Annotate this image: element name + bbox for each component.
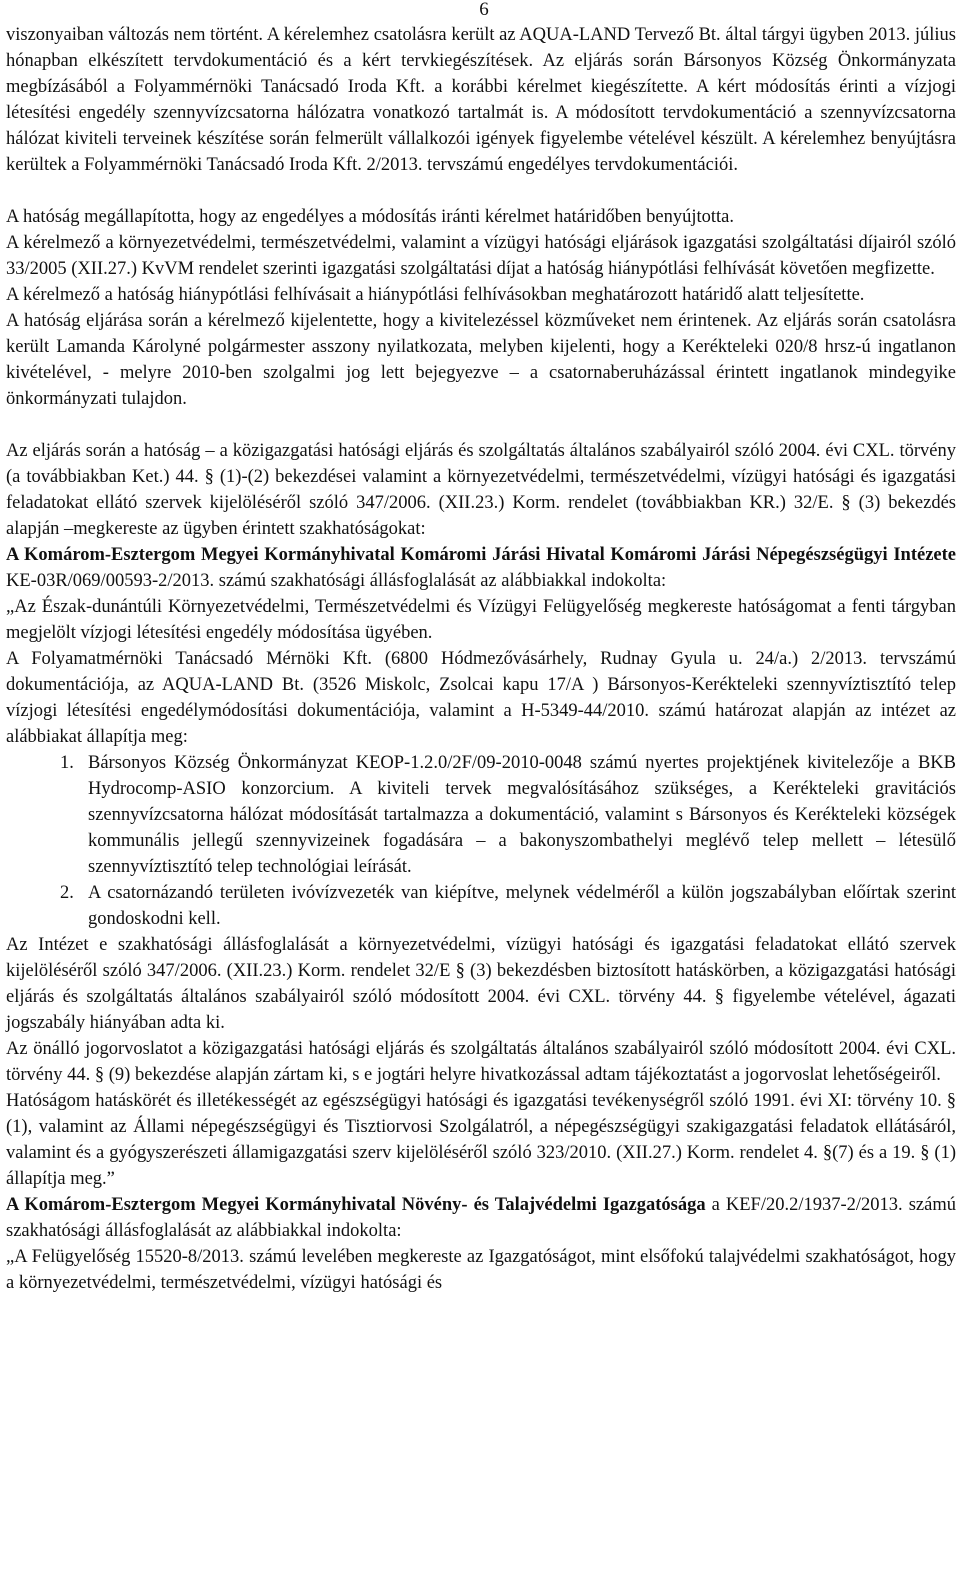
paragraph-fee-paid: A kérelmező a környezetvédelmi, természetvédelmi, valamint a vízügyi hatósági eljárások igazgatási szolgáltatási díjairól szóló 33/2005 (XII.27.) KvVM rendelet szerinti igazgatási szolgáltatási díjat a hatóság hiánypótlási felhívását követően megfizette.: [6, 233, 956, 279]
paragraph-legal-remedy: Az önálló jogorvoslatot a közigazgatási hatósági eljárás és szolgáltatás általános szabályairól szóló módosított 2004. évi CXL. törvény 44. § (9) bekezdése alapján zártam ki, s e jogtári helyre hivatkozással adtam tájékoztatást a jogorvoslat lehetőségeiről.: [6, 1039, 956, 1085]
document-page: [6, 0, 956, 1296]
authority-name-health: A Komárom-Esztergom Megyei Kormányhivatal Komáromi Járási Hivatal Komáromi Járási Népegészségügyi Intézete: [6, 545, 956, 565]
paragraph-public-health-institute: [6, 542, 956, 594]
paragraph-authority-consulted: Az eljárás során a hatóság – a közigazgatási hatósági eljárás és szolgáltatás általános szabályairól szóló 2004. évi CXL. törvény (a továbbiakban Ket.) 44. § (1)-(2) bekezdései valamint a környezetvédelmi, természetvédelmi, vízügyi hatósági és igazgatási feladatokat ellátó szervek kijelöléséről szóló 347/2006. (XII.23.) Korm. rendelet (továbbiakban KR.) 32/E. § (3) bekezdés alapján –megkereste az ügyben érintett szakhatóságokat:: [6, 441, 956, 539]
paragraph-quote-start: „Az Észak-dunántúli Környezetvédelmi, Természetvédelmi és Vízügyi Felügyelőség megkereste hatóságomat a fenti tárgyban megjelölt vízjogi létesítési engedély módosítása ügyében.: [6, 597, 956, 643]
paragraph-competence: Hatóságom hatáskörét és illetékességét az egészségügyi hatósági és igazgatási tevékenységről szóló 1991. évi XI: törvény 10. § (1), valamint az Állami népegészségügyi és Tisztiorvosi Szolgálatról, a népegészségügyi szakigazgatási feladatok ellátásáról, valamint és a gyógyszerészeti államigazgatási szerv kijelöléséről szóló 323/2010. (XII.27.) Korm. rendelet 4. §(7) és a 19. § (1) állapítja meg.”: [6, 1091, 956, 1189]
list-number: 1.: [60, 753, 74, 773]
authority-opinion-intro: KE-03R/069/00593-2/2013. számú szakhatósági állásfoglalását az alábbiakkal indokolta:: [6, 571, 667, 591]
list-number: 2.: [60, 883, 74, 903]
authority-name-plant-soil: A Komárom-Esztergom Megyei Kormányhivatal Növény- és Talajvédelmi Igazgatósága: [6, 1195, 706, 1215]
list-item: [6, 750, 956, 880]
paragraph-utilities-statement: A hatóság eljárása során a kérelmező kijelentette, hogy a kivitelezéssel közműveket nem érintenek. Az eljárás során csatolásra került Lamanda Károlyné polgármester asszony nyilatkozata, melyben kijelenti, hogy a Kerékteleki 020/8 hrsz-ú ingatlanon kivételével, - melyre 2010-ben szolgalmi jog lett bejegyezve – a csatornaberuházással érintett ingatlanok mindegyike önkormányzati tulajdon.: [6, 311, 956, 409]
paragraph-deadline: A hatóság megállapította, hogy az engedélyes a módosítás iránti kérelmet határidőben benyújtotta.: [6, 207, 734, 227]
paragraph-plant-soil-directorate: [6, 1192, 956, 1244]
paragraph-application-changes: viszonyaiban változás nem történt. A kérelemhez csatolásra került az AQUA-LAND Tervező Bt. által tárgyi ügyben 2013. július hónapban elkészített tervdokumentáció és a kért tervkiegészítések. Az eljárás során Bársonyos Község Önkormányzata megbízásából a Folyammérnöki Tanácsadó Iroda Kft. a korábbi kérelmet kiegészítette. A kért módosítás érinti a vízjogi létesítési engedély szennyvízcsatorna hálózatra vonatkozó tartalmát is. A módosított tervdokumentáció a szennyvízcsatorna hálózat kiviteli terveinek készítése során felmerült vállalkozói igények figyelembe vételével készült. A kérelemhez benyújtásra kerültek a Folyammérnöki Tanácsadó Iroda Kft. 2/2013. tervszámú engedélyes tervdokumentációi.: [6, 25, 956, 175]
paragraph-institute-opinion: Az Intézet e szakhatósági állásfoglalását a környezetvédelmi, vízügyi hatósági és igazgatási feladatokat ellátó szervek kijelöléséről szóló 347/2006. (XII.23.) Korm. rendelet 32/E § (3) bekezdésben biztosított hatáskörben, a közigazgatási hatósági eljárás és szolgáltatás általános szabályairól szóló módosított 2004. évi CXL. törvény 44. § figyelembe vételével, ágazati jogszabály hiányában adta ki.: [6, 935, 956, 1033]
list-text: Bársonyos Község Önkormányzat KEOP-1.2.0/2F/09-2010-0048 számú nyertes projektjének kivitelezője a BKB Hydrocomp-ASIO konzorcium. A kiviteli tervek megvalósításához szükséges, a Kerékteleki gravitációs szennyvízcsatorna hálózat módosítását tartalmazza a dokumentáció, valamint s Bársonyos és Kerékteleki községek kommunális jellegű szennyvizeinek fogadására – a bakonyszombathelyi meglévő telep mellett – létesülő szennyvíztisztító telep technológiai leírását.: [88, 753, 956, 877]
list-item: [6, 880, 956, 932]
authority-opinion-intro: a KEF/20.2/1937-2/2013. számú szakhatósági állásfoglalását az alábbiakkal indokolta:: [6, 1195, 956, 1241]
page-number: 6: [479, 0, 489, 20]
list-text: A csatornázandó területen ivóvízvezeték van kiépítve, melynek védelméről a külön jogszabályban előírtak szerint gondoskodni kell.: [88, 883, 956, 929]
paragraph-inspectorate-letter: „A Felügyelőség 15520-8/2013. számú levelében megkereste az Igazgatóságot, mint elsőfokú talajvédelmi szakhatóságot, hogy a környezetvédelmi, természetvédelmi, vízügyi hatósági és: [6, 1247, 956, 1293]
paragraph-documentation: A Folyamatmérnöki Tanácsadó Mérnöki Kft. (6800 Hódmezővásárhely, Rudnay Gyula u. 24/a.) 2/2013. tervszámú dokumentációja, az AQUA-LAND Bt. (3526 Miskolc, Zsolcai kapu 17/A ) Bársonyos-Kerékteleki szennyvíztisztító telep vízjogi létesítési engedélymódosítási dokumentációja, valamint a H-5349-44/2010. számú határozat alapján az intézet az alábbiakat állapítja meg:: [6, 649, 956, 747]
paragraph-deficiency-fulfilled: A kérelmező a hatóság hiánypótlási felhívásait a hiánypótlási felhívásokban meghatározott határidő alatt teljesítette.: [6, 285, 865, 305]
